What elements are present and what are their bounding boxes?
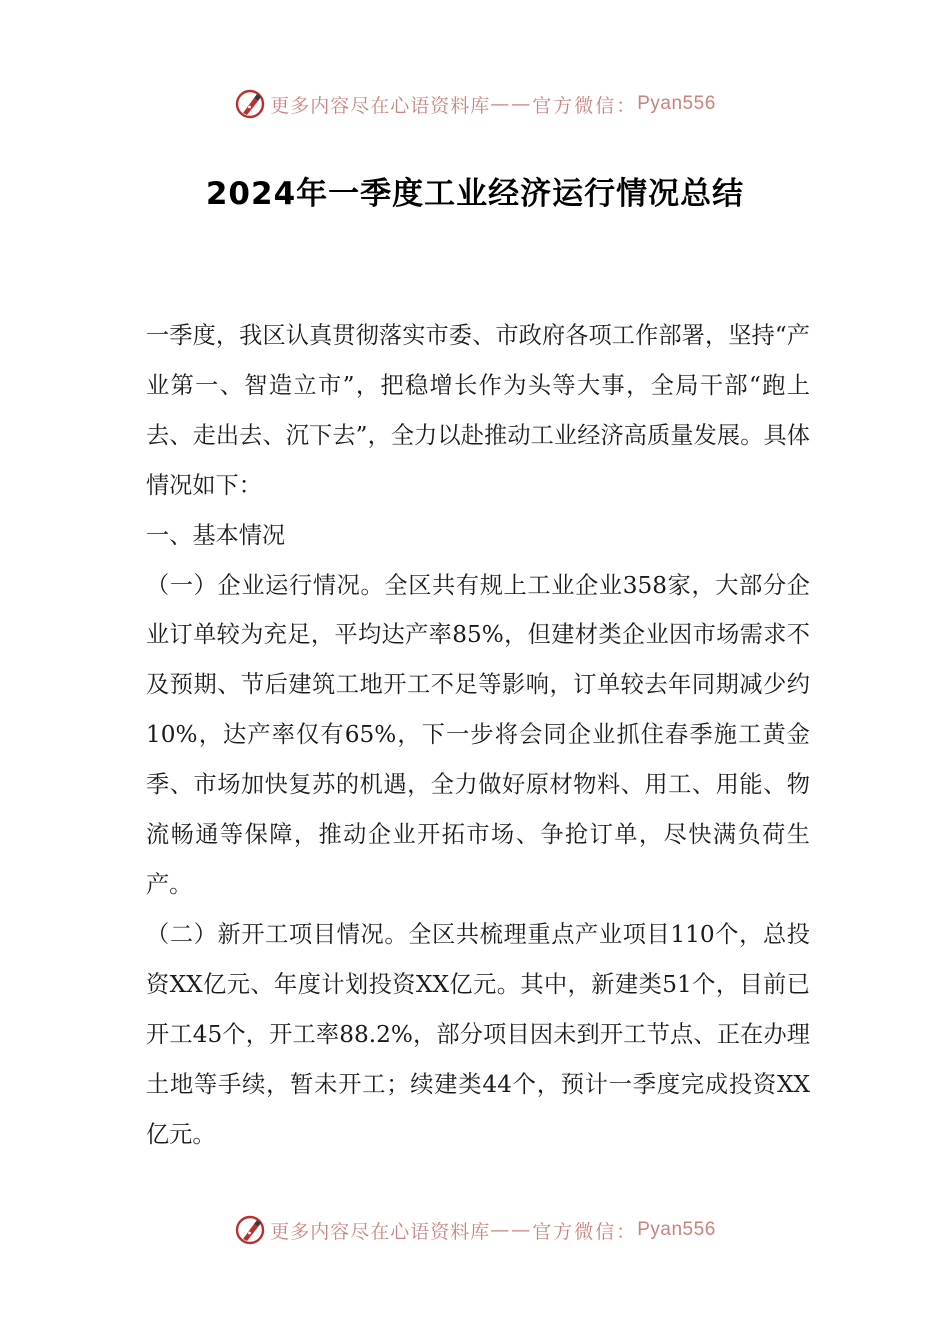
banner-wechat-id: Pyan556 [637, 1219, 716, 1240]
section-heading: 一、基本情况 [146, 521, 286, 549]
banner-label: 官方微信： [532, 1220, 638, 1243]
document-title: 2024年一季度工业经济运行情况总结 [205, 176, 745, 212]
intro-paragraph: 一季度，我区认真贯彻落实市委、市政府各项工作部署，坚持“产业第一、智造立市”，把稳增长作为头等大事，全局干部“跑上去、走出去、沉下去”，全力以赴推动工业经济高质量发展。具体情况如下： [146, 322, 810, 499]
document-body [146, 311, 810, 1159]
banner-brand-text: 更多内容尽在心语资料库 [270, 94, 491, 117]
banner-label: 官方微信： [532, 94, 638, 117]
footer-watermark-banner [0, 1210, 950, 1250]
paragraph-enterprise-operation: （一）企业运行情况。全区共有规上工业企业358家，大部分企业订单较为充足，平均达产率85%，但建材类企业因市场需求不及预期、节后建筑工地开工不足等影响，订单较去年同期减少约10%，达产率仅有65%，下一步将会同企业抓住春季施工黄金季、市场加快复苏的机遇，全力做好原材物料、用工、用能、物流畅通等保障，推动企业开拓市场、争抢订单，尽快满负荷生产。 [146, 571, 810, 898]
banner-brand-text: 更多内容尽在心语资料库 [270, 1220, 491, 1243]
banner-dash: —— [490, 1219, 533, 1241]
banner-dash: —— [490, 93, 533, 115]
pen-nib-logo-icon [234, 88, 266, 120]
paragraph-new-projects: （二）新开工项目情况。全区共梳理重点产业项目110个，总投资XX亿元、年度计划投资XX亿元。其中，新建类51个，目前已开工45个，开工率88.2%，部分项目因未到开工节点、正在办理土地等手续，暂未开工；续建类44个，预计一季度完成投资XX亿元。 [146, 920, 810, 1148]
banner-wechat-id: Pyan556 [637, 93, 716, 114]
header-watermark-banner [0, 84, 950, 124]
pen-nib-logo-icon [234, 1214, 266, 1246]
